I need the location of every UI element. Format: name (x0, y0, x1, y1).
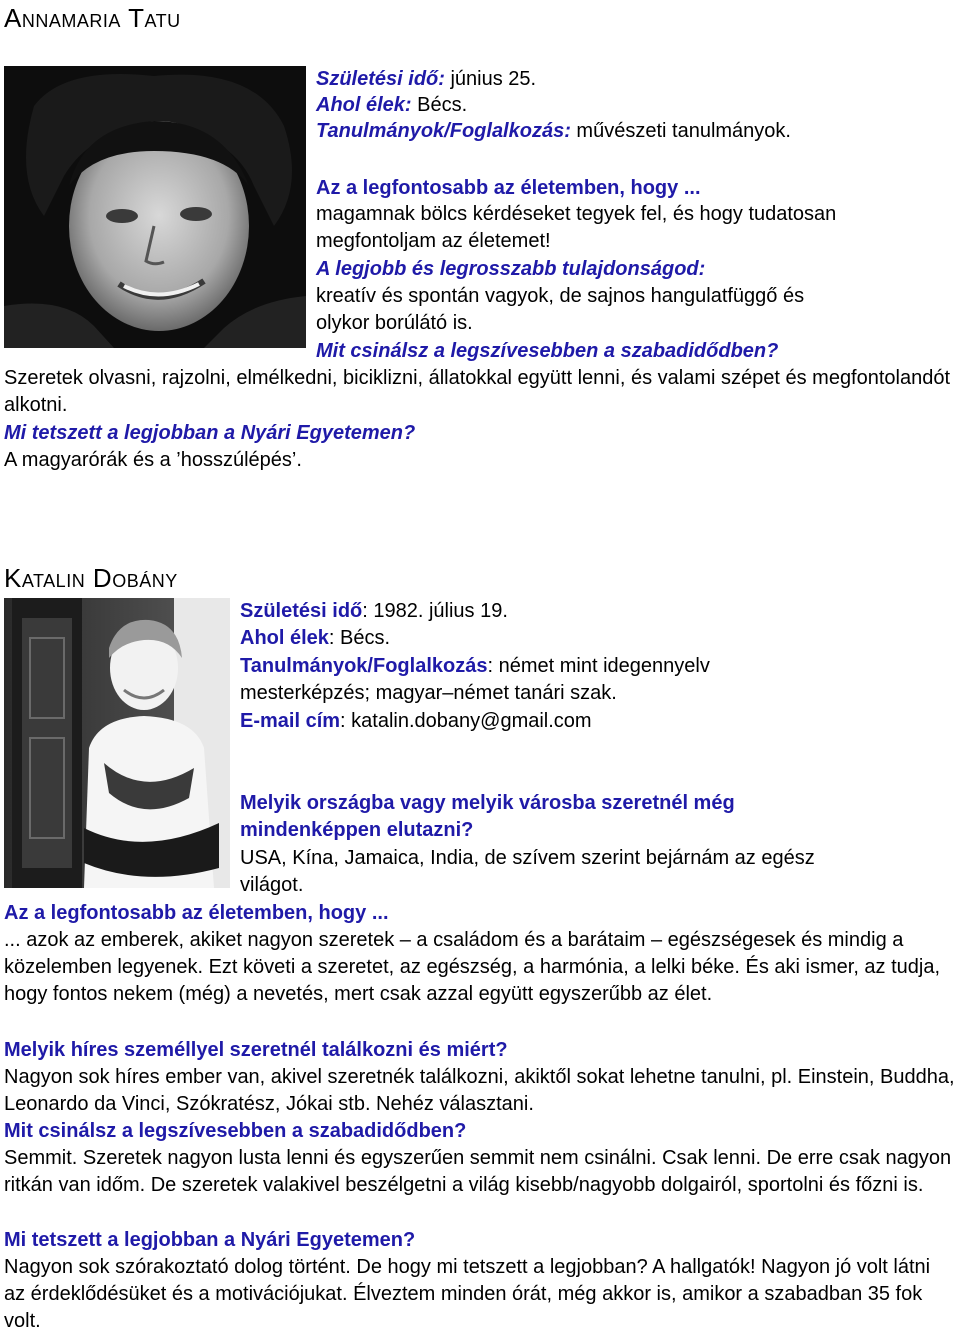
study-line-katalin (240, 653, 710, 680)
question-famous-katalin: Melyik híres személlyel szeretnél találkozni és miért? (4, 1039, 508, 1061)
answer-travel-line1: USA, Kína, Jamaica, India, de szívem szerint bejárnám az egész (240, 847, 815, 869)
birth-label: Születési idő: (316, 68, 445, 90)
question-liked-katalin: Mi tetszett a legjobban a Nyári Egyetemen? (4, 1229, 416, 1251)
home-line-annamaria (316, 92, 467, 119)
question-trait-annamaria: A legjobb és legrosszabb tulajdonságod: (316, 258, 706, 280)
question-liked-annamaria: Mi tetszett a legjobban a Nyári Egyetemen? (4, 422, 416, 444)
birth-line-annamaria (316, 66, 536, 93)
profile-name-katalin: Katalin Dobány (4, 563, 178, 593)
answer-free-annamaria: Szeretek olvasni, rajzolni, elmélkedni, biciklizni, állatokkal együtt lenni, és valami szépet és megfontolandót alkotni. (4, 367, 951, 416)
answer-important-katalin: ... azok az emberek, akiket nagyon szeretek – a családom és a barátaim – egészségesek és mindig a közelemben legyenek. Ezt követi a szeretet, az egészség, a harmónia, a lelki béke. És aki ismer, az tudja, hogy fontos nekem (még) a nevetés, mert csak azzal együtt egyszerűbb az élet. (4, 929, 941, 1005)
answer-free-katalin: Semmit. Szeretek nagyon lusta lenni és egyszerűen semmit nem csinálni. Csak lenni. De erre csak nagyon ritkán van időm. De szeretek valakivel beszélgetni a világ kisebb/nagyobb dolgairól, sportolni és főzni is. (4, 1147, 952, 1196)
study-value: művészeti tanulmányok. (570, 120, 791, 142)
study-label: Tanulmányok/Foglalkozás (240, 655, 488, 677)
home-label: Ahol élek (240, 627, 329, 649)
question-free-annamaria: Mit csinálsz a legszívesebben a szabadidődben? (316, 340, 779, 362)
email-value[interactable]: : katalin.dobany@gmail.com (340, 710, 592, 732)
question-travel-line2: mindenképpen elutazni? (240, 819, 474, 841)
portrait-photo-katalin (4, 598, 230, 888)
answer-important-line1: magamnak bölcs kérdéseket tegyek fel, és hogy tudatosan (316, 203, 837, 225)
home-value: : Bécs. (328, 627, 391, 649)
home-label: Ahol élek: (316, 94, 412, 116)
answer-liked-annamaria: A magyarórák és a ’hosszúlépés’. (4, 449, 302, 471)
profile-name-annamaria: Annamaria Tatu (4, 3, 181, 33)
birth-value: június 25. (444, 68, 537, 90)
question-free-katalin: Mit csinálsz a legszívesebben a szabadidődben? (4, 1120, 467, 1142)
portrait-photo-annamaria (4, 66, 306, 348)
answer-liked-katalin: Nagyon sok szórakoztató dolog történt. De hogy mi tetszett a legjobban? A hallgatók! Nagyon jó volt látni az érdeklődésüket és a motivációjukat. Élveztem minden órát, még akkor is, amikor a szabadban 35 fok volt. (4, 1256, 931, 1332)
study-value: : német mint idegennyelv (487, 655, 710, 677)
study-line2-katalin: mesterképzés; magyar–német tanári szak. (240, 682, 617, 704)
home-value: Bécs. (411, 94, 468, 116)
email-line-katalin (240, 708, 592, 735)
birth-line-katalin (240, 598, 508, 625)
answer-famous-katalin: Nagyon sok híres ember van, akivel szeretnék találkozni, akiktől sokat lehetne tanulni, pl. Einstein, Buddha, Leonardo da Vinci, Szókratész, Jókai stb. Nehéz választani. (4, 1066, 955, 1115)
question-important-annamaria: Az a legfontosabb az életemben, hogy ... (316, 177, 701, 199)
answer-travel-line2: világot. (240, 874, 304, 896)
answer-trait-line1: kreatív és spontán vagyok, de sajnos hangulatfüggő és (316, 285, 805, 307)
answer-important-line2: megfontoljam az életemet! (316, 230, 551, 252)
home-line-katalin (240, 625, 390, 652)
question-important-katalin: Az a legfontosabb az életemben, hogy ... (4, 902, 389, 924)
birth-value: : 1982. július 19. (362, 600, 508, 622)
email-label: E-mail cím (240, 710, 341, 732)
answer-trait-line2: olykor borúlátó is. (316, 312, 473, 334)
study-label: Tanulmányok/Foglalkozás: (316, 120, 571, 142)
study-line-annamaria (316, 118, 791, 145)
question-travel-line1: Melyik országba vagy melyik városba szeretnél még (240, 792, 735, 814)
birth-label: Születési idő (240, 600, 363, 622)
